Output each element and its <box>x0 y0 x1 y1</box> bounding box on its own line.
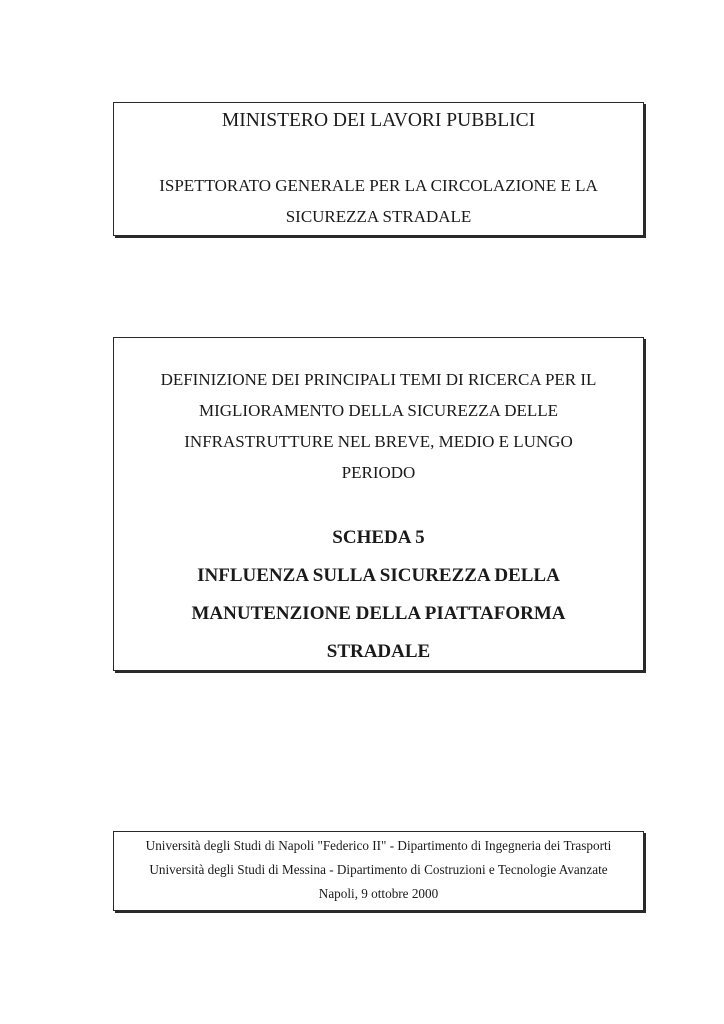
document-title-box <box>113 337 644 671</box>
inspectorate-line: ISPETTORATO GENERALE PER LA CIRCOLAZIONE E LA <box>159 176 598 195</box>
research-title <box>114 364 643 488</box>
scheda-subject-line: STRADALE <box>326 641 431 662</box>
scheda-subject-line: INFLUENZA SULLA SICUREZZA DELLA <box>197 565 560 586</box>
ministry-header-box <box>113 102 644 236</box>
inspectorate-name <box>114 170 643 232</box>
university-naples: Università degli Studi di Napoli "Federico II" - Dipartimento di Ingegneria dei Trasporti <box>145 838 612 853</box>
inspectorate-line: SICUREZZA STRADALE <box>285 207 472 226</box>
place-date: Napoli, 9 ottobre 2000 <box>318 886 439 901</box>
scheda-title <box>114 519 643 671</box>
research-title-line: PERIODO <box>341 463 416 482</box>
scheda-subject-line: MANUTENZIONE DELLA PIATTAFORMA <box>191 603 566 624</box>
research-title-line: DEFINIZIONE DEI PRINCIPALI TEMI DI RICERCA PER IL <box>160 370 597 389</box>
ministry-name: MINISTERO DEI LAVORI PUBBLICI <box>221 110 536 131</box>
scheda-number: SCHEDA 5 <box>332 527 425 548</box>
university-messina: Università degli Studi di Messina - Dipartimento di Costruzioni e Tecnologie Avanzate <box>149 862 608 877</box>
research-title-line: MIGLIORAMENTO DELLA SICUREZZA DELLE <box>198 401 559 420</box>
authors-footer-box <box>113 831 644 911</box>
footer-lines <box>114 834 643 906</box>
research-title-line: INFRASTRUTTURE NEL BREVE, MEDIO E LUNGO <box>184 432 573 451</box>
